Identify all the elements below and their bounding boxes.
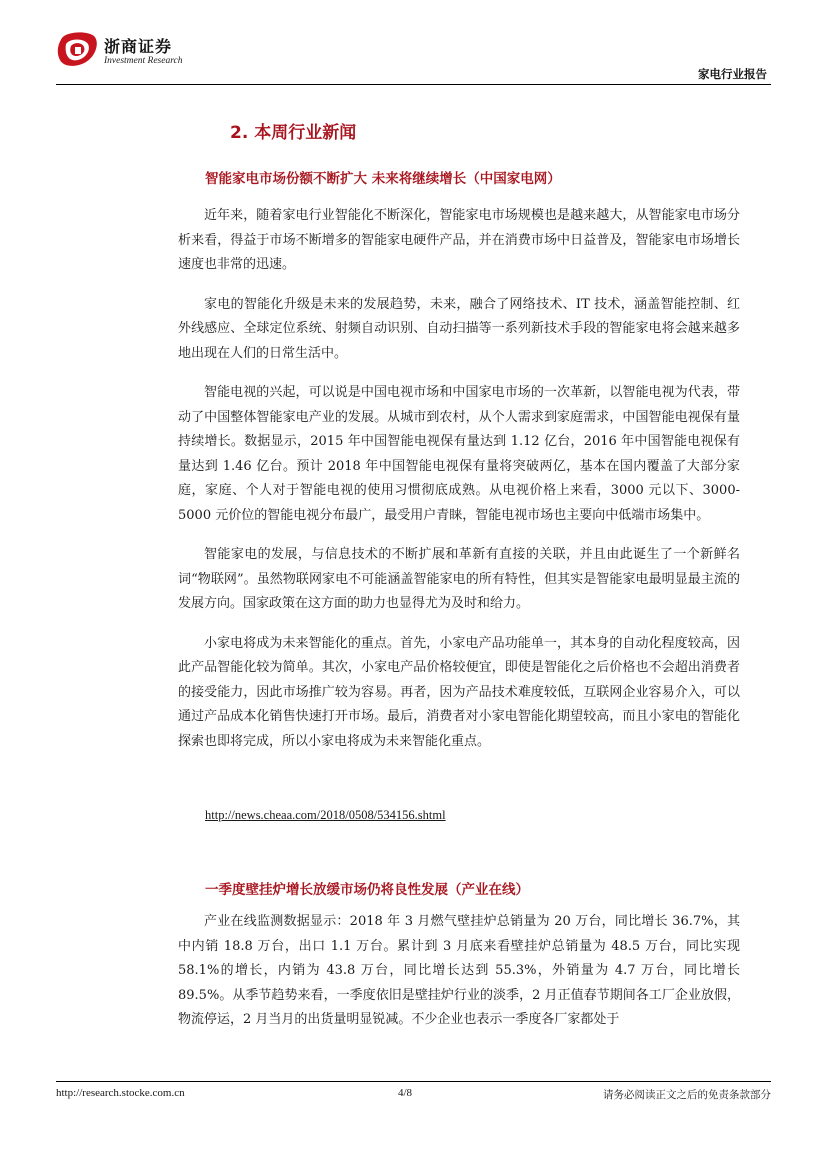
- paragraph: 小家电将成为未来智能化的重点。首先，小家电产品功能单一，其本身的自动化程度较高，因此产品智能化较为简单。其次，小家电产品价格较便宜，即使是智能化之后价格也不会超出消费者的接受能力，因此市场推广较为容易。再者，因为产品技术难度较低，互联网企业容易介入，可以通过产品成本化销售快速打开市场。最后，消费者对小家电智能化期望较高，而且小家电的智能化探索也即将完成，所以小家电将成为未来智能化重点。: [178, 635, 740, 749]
- paragraph: 智能家电的发展，与信息技术的不断扩展和革新有直接的关联，并且由此诞生了一个新鲜名词“物联网”。虽然物联网家电不可能涵盖智能家电的所有特性，但其实是智能家电最明显最主流的发展方向。国家政策在这方面的助力也显得尤为及时和给力。: [178, 547, 740, 611]
- company-logo: [56, 30, 186, 72]
- paragraph: 产业在线监测数据显示：2018 年 3 月燃气壁挂炉总销量为 20 万台，同比增长 36.7%，其中内销 18.8 万台，出口 1.1 万台。累计到 3 月底来看壁挂炉总销量为 48.5 万台，同比实现 58.1%的增长，内销为 43.8 万台，同比增长达到 55.3%，外销量为 4.7 万台，同比增长 89.5%。从季节趋势来看，一季度依旧是壁挂炉行业的淡季，2 月正值春节期间各工厂企业放假，物流停运，2 月当月的出货量明显锐减。不少企业也表示一季度各厂家都处于: [178, 914, 740, 1027]
- logo-text-en: Investment Research: [104, 56, 183, 66]
- source-link[interactable]: http://news.cheaa.com/2018/0508/534156.shtml: [205, 808, 446, 822]
- footer-url[interactable]: http://research.stocke.com.cn: [56, 1087, 185, 1099]
- article-headline: 一季度壁挂炉增长放缓市场仍将良性发展（产业在线）: [205, 882, 529, 898]
- article-body: [178, 204, 740, 769]
- page-number: 4/8: [398, 1087, 413, 1099]
- header-divider: [56, 84, 771, 85]
- logo-emblem-icon: [56, 30, 100, 70]
- report-type-label: 家电行业报告: [698, 67, 767, 81]
- article-body: [178, 910, 740, 1048]
- paragraph: 家电的智能化升级是未来的发展趋势，未来，融合了网络技术、IT 技术，涵盖智能控制、红外线感应、全球定位系统、射频自动识别、自动扫描等一系列新技术手段的智能家电将会越来越多地出现在人们的日常生活中。: [178, 296, 740, 361]
- article-headline: 智能家电市场份额不断扩大 未来将继续增长（中国家电网）: [205, 171, 561, 187]
- paragraph: 智能电视的兴起，可以说是中国电视市场和中国家电市场的一次革新，以智能电视为代表，带动了中国整体智能家电产业的发展。从城市到农村，从个人需求到家庭需求，中国智能电视保有量持续增长。数据显示，2015 年中国智能电视保有量达到 1.12 亿台，2016 年中国智能电视保有量达到 1.46 亿台。预计 2018 年中国智能电视保有量将突破两亿，基本在国内覆盖了大部分家庭，家庭、个人对于智能电视的使用习惯彻底成熟。从电视价格上来看，3000 元以下、3000-5000 元价位的智能电视分布最广，最受用户青睐，智能电视市场也主要向中低端市场集中。: [178, 385, 740, 523]
- paragraph: 近年来，随着家电行业智能化不断深化，智能家电市场规模也是越来越大，从智能家电市场分析来看，得益于市场不断增多的智能家电硬件产品，并在消费市场中日益普及，智能家电市场增长速度也非常的迅速。: [178, 208, 740, 272]
- logo-text-cn: 浙商证券: [104, 37, 173, 56]
- footer-disclaimer: 请务必阅读正文之后的免责条款部分: [603, 1089, 771, 1101]
- footer-divider: [56, 1081, 771, 1082]
- section-title: 2. 本周行业新闻: [230, 123, 357, 143]
